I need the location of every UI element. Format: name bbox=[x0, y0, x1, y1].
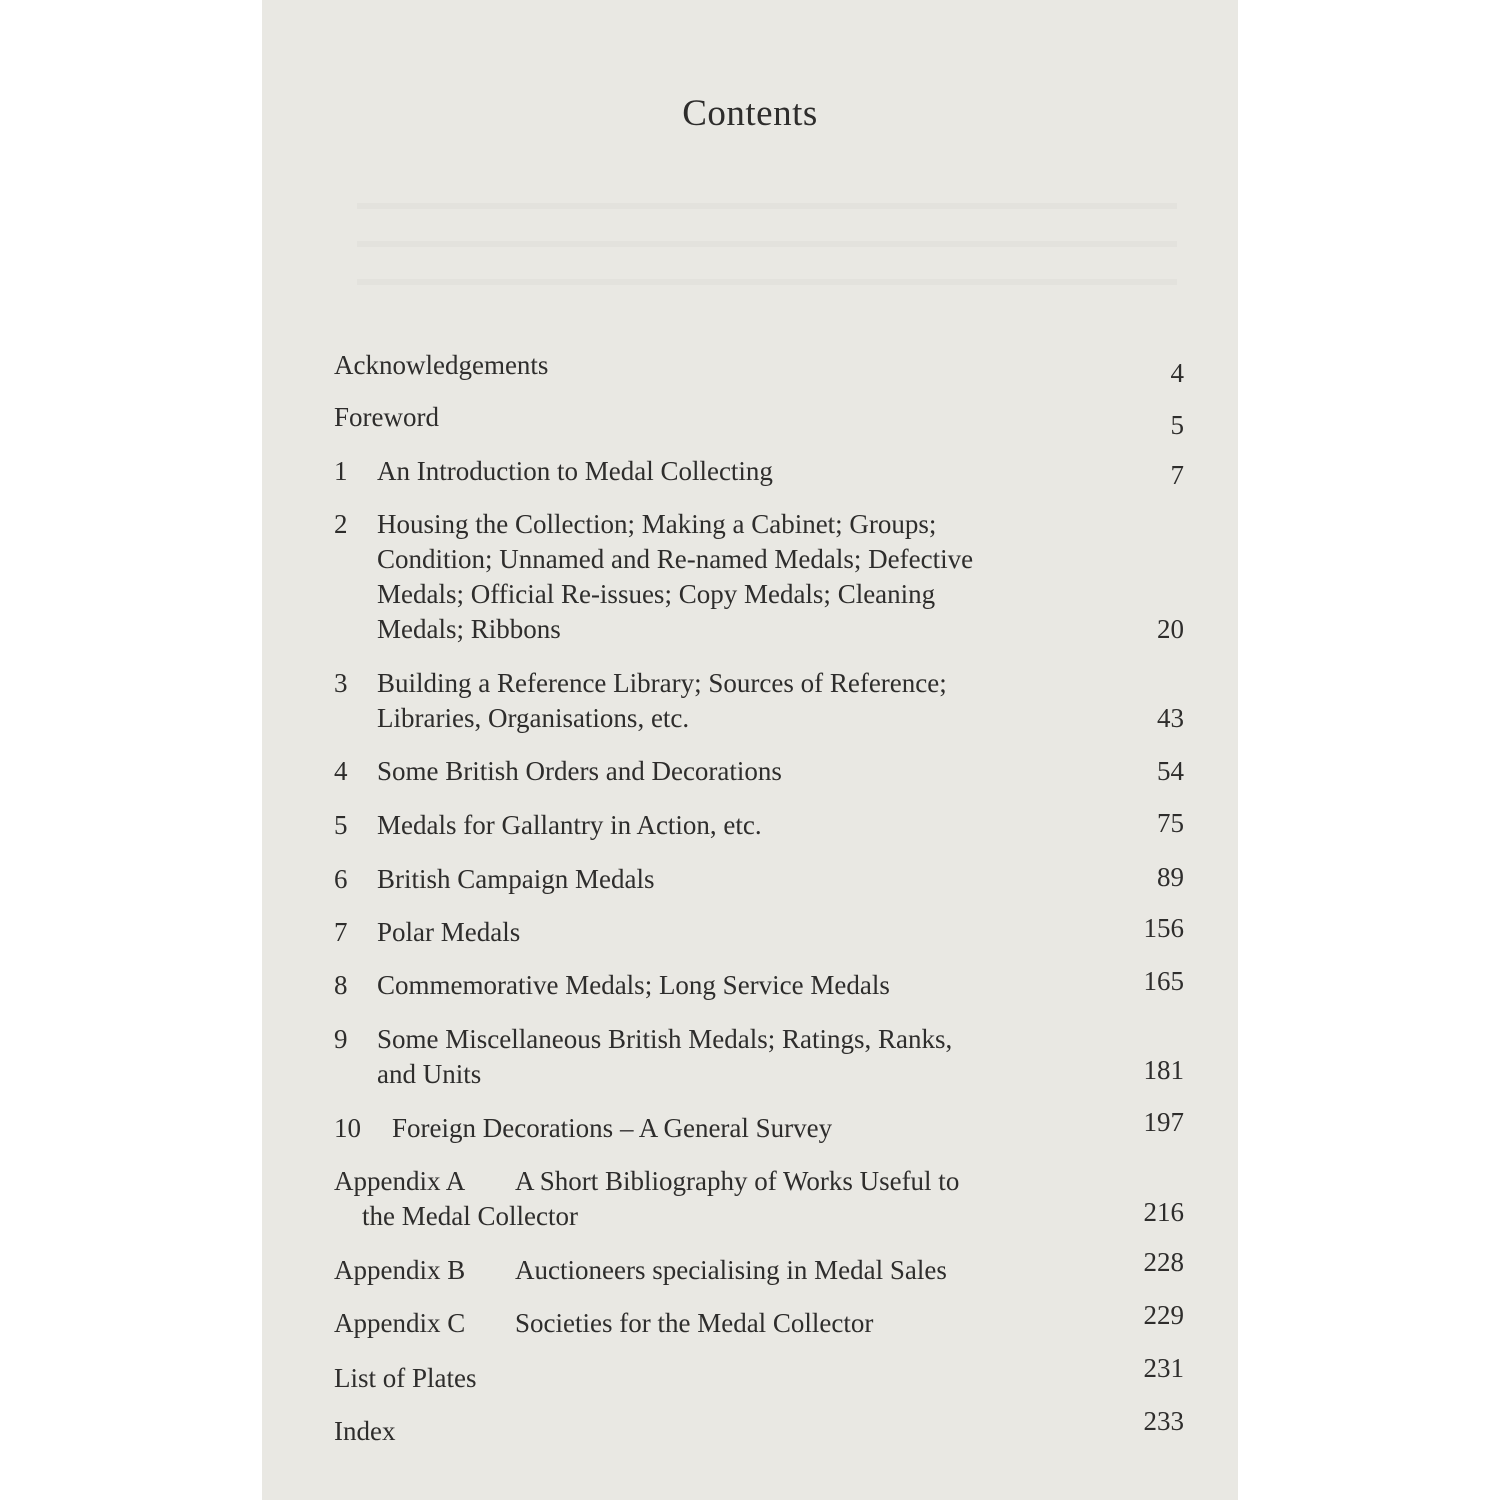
toc-entry-foreword bbox=[334, 400, 1184, 440]
toc-page-number: 20 bbox=[1157, 614, 1184, 644]
toc-page-number: 5 bbox=[1170, 410, 1184, 440]
toc-entry-appendix-a bbox=[334, 1164, 1184, 1234]
toc-entry-title: Some British Orders and Decorations bbox=[377, 756, 782, 786]
toc-entry-title: Foreword bbox=[334, 402, 439, 432]
toc-entry-line: Housing the Collection; Making a Cabinet; Groups; bbox=[377, 509, 937, 539]
toc-page-number: 4 bbox=[1170, 358, 1184, 388]
toc-entry-line bbox=[334, 1164, 1184, 1199]
toc-page-number: 156 bbox=[1143, 913, 1184, 943]
toc-entry-line: Condition; Unnamed and Re-named Medals; Defective bbox=[377, 544, 974, 574]
appendix-label: Appendix B bbox=[334, 1255, 466, 1285]
toc-page-number: 197 bbox=[1143, 1107, 1184, 1137]
toc-entry-appendix-b bbox=[334, 1247, 1184, 1288]
chapter-number: 4 bbox=[334, 756, 348, 786]
toc-entry-chapter-5 bbox=[334, 808, 1184, 843]
toc-entry-title: Commemorative Medals; Long Service Medals bbox=[377, 970, 890, 1000]
chapter-number: 5 bbox=[334, 810, 348, 840]
toc-entry-title: Acknowledgements bbox=[334, 350, 549, 380]
appendix-title: Auctioneers specialising in Medal Sales bbox=[515, 1255, 947, 1285]
toc-page-number: 89 bbox=[1157, 862, 1184, 892]
toc-page-number: 54 bbox=[1157, 756, 1184, 786]
toc-entry-title: Index bbox=[334, 1416, 396, 1446]
toc-entry-index bbox=[334, 1406, 1184, 1449]
toc-entry-title: British Campaign Medals bbox=[377, 864, 655, 894]
toc-entry-chapter-3 bbox=[334, 666, 1184, 736]
toc-entry-appendix-c bbox=[334, 1300, 1184, 1341]
toc-page-number: 216 bbox=[1143, 1197, 1184, 1227]
toc-entry-chapter-4 bbox=[334, 754, 1184, 789]
toc-entry-line: the Medal Collector bbox=[362, 1201, 578, 1231]
appendix-label: Appendix C bbox=[334, 1308, 466, 1338]
toc-entry-list-of-plates bbox=[334, 1353, 1184, 1396]
toc-entry-chapter-10 bbox=[334, 1107, 1184, 1146]
toc-entry-title: Medals for Gallantry in Action, etc. bbox=[377, 810, 762, 840]
toc-entry-line: Some Miscellaneous British Medals; Ratings, Ranks, bbox=[377, 1024, 953, 1054]
chapter-number: 3 bbox=[334, 668, 348, 698]
toc-page-number: 7 bbox=[1170, 460, 1184, 490]
toc-entry-chapter-6 bbox=[334, 862, 1184, 897]
toc-entry-chapter-9 bbox=[334, 1022, 1184, 1092]
toc-entry-chapter-7 bbox=[334, 915, 1184, 950]
appendix-label: Appendix A bbox=[334, 1166, 466, 1196]
toc-entry-chapter-8 bbox=[334, 968, 1184, 1003]
toc-entry-line: Building a Reference Library; Sources of Reference; bbox=[377, 668, 947, 698]
chapter-number: 8 bbox=[334, 970, 348, 1000]
appendix-title: Societies for the Medal Collector bbox=[515, 1308, 874, 1338]
toc-page-number: 75 bbox=[1157, 808, 1184, 838]
toc-page-number: 165 bbox=[1143, 966, 1184, 996]
toc-page-number: 233 bbox=[1143, 1406, 1184, 1436]
chapter-number: 10 bbox=[334, 1113, 361, 1143]
toc-page-number: 231 bbox=[1143, 1353, 1184, 1383]
toc-entry-line: Medals; Official Re-issues; Copy Medals; Cleaning bbox=[377, 579, 936, 609]
toc-page-number: 43 bbox=[1157, 703, 1184, 733]
toc-entry-line bbox=[334, 1253, 1184, 1288]
chapter-number: 9 bbox=[334, 1024, 348, 1054]
toc-entry-title: An Introduction to Medal Collecting bbox=[377, 456, 773, 486]
toc-page-number: 229 bbox=[1143, 1300, 1184, 1330]
chapter-number: 2 bbox=[334, 509, 348, 539]
toc-entry-line: and Units bbox=[377, 1059, 482, 1089]
toc-entry-title: List of Plates bbox=[334, 1363, 477, 1393]
toc-entry-chapter-1 bbox=[334, 454, 1184, 489]
show-through-text bbox=[357, 185, 1177, 305]
toc-entry-line: Medals; Ribbons bbox=[377, 614, 561, 644]
toc-page-number: 228 bbox=[1143, 1247, 1184, 1277]
chapter-number: 6 bbox=[334, 864, 348, 894]
toc-entry-line bbox=[334, 1306, 1184, 1341]
appendix-title: A Short Bibliography of Works Useful to bbox=[515, 1166, 960, 1196]
toc-entry-acknowledgements bbox=[334, 348, 1184, 388]
toc-entry-line: Libraries, Organisations, etc. bbox=[377, 703, 690, 733]
chapter-number: 1 bbox=[334, 456, 348, 486]
book-page bbox=[262, 0, 1238, 1500]
toc-entry-title: Polar Medals bbox=[377, 917, 521, 947]
chapter-number: 7 bbox=[334, 917, 348, 947]
toc-entry-chapter-2 bbox=[334, 507, 1184, 647]
toc-entry-title: Foreign Decorations – A General Survey bbox=[392, 1113, 833, 1143]
page-title: Contents bbox=[682, 93, 818, 134]
toc-page-number: 181 bbox=[1143, 1055, 1184, 1085]
